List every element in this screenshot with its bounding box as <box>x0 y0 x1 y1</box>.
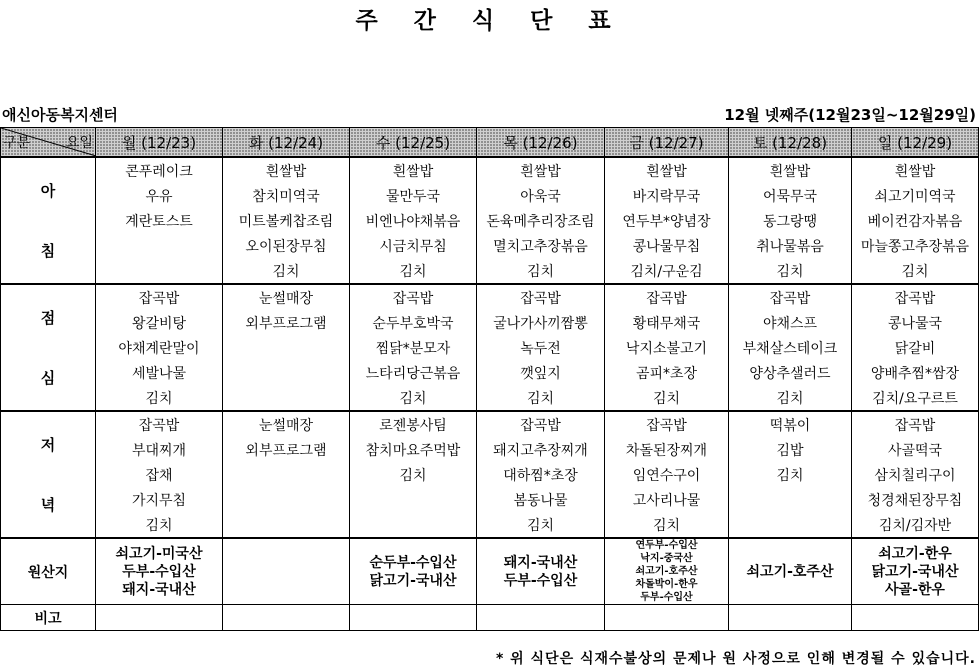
menu-item-cell: 야채계란말이 <box>96 335 223 360</box>
menu-row <box>1 437 979 462</box>
menu-row <box>1 258 979 284</box>
menu-item-cell: 참치미역국 <box>223 183 350 208</box>
origin-line: 두부-수입산 <box>122 563 196 580</box>
menu-item-cell: 김치 <box>223 258 350 284</box>
menu-item-cell <box>223 462 350 487</box>
menu-item-cell: 바지락무국 <box>605 183 729 208</box>
menu-item-cell: 아욱국 <box>477 183 605 208</box>
menu-item-cell: 찜닭*분모자 <box>350 335 477 360</box>
meal-label-top: 아 <box>40 182 56 200</box>
menu-item-cell <box>350 487 477 512</box>
menu-item-cell: 왕갈비탕 <box>96 310 223 335</box>
menu-item-cell: 콩나물무침 <box>605 233 729 258</box>
menu-item-cell <box>223 487 350 512</box>
menu-item-cell <box>223 335 350 360</box>
menu-item-cell: 삼치칠리구이 <box>852 462 979 487</box>
menu-item-cell <box>729 487 852 512</box>
menu-item-cell: 콘푸레이크 <box>96 157 223 183</box>
meal-label-top: 점 <box>40 309 56 327</box>
menu-item-cell: 잡곡밥 <box>605 284 729 310</box>
menu-item-cell: 부채살스테이크 <box>729 335 852 360</box>
origin-cell-sat <box>729 538 852 605</box>
menu-row <box>1 487 979 512</box>
menu-item-cell: 흰쌀밥 <box>223 157 350 183</box>
menu-row <box>1 385 979 411</box>
origin-line: 연두부-수입산 <box>635 540 698 551</box>
menu-item-cell: 양배추찜*쌈장 <box>852 360 979 385</box>
menu-item-cell: 물만두국 <box>350 183 477 208</box>
origin-cell-sun <box>852 538 979 605</box>
menu-item-cell: 김치 <box>729 462 852 487</box>
menu-item-cell: 눈썰매장 <box>223 284 350 310</box>
origin-row <box>1 538 979 605</box>
menu-item-cell: 김치 <box>605 385 729 411</box>
menu-item-cell: 쇠고기미역국 <box>852 183 979 208</box>
menu-row <box>1 462 979 487</box>
menu-row <box>1 284 979 310</box>
origin-cell-tue <box>223 538 350 605</box>
origin-line: 사골-한우 <box>885 581 945 598</box>
menu-item-cell: 흰쌀밥 <box>605 157 729 183</box>
note-cell <box>477 605 605 631</box>
menu-item-cell: 대하찜*초장 <box>477 462 605 487</box>
menu-item-cell <box>223 360 350 385</box>
menu-item-cell: 외부프로그램 <box>223 437 350 462</box>
origin-line: 쇠고기-한우 <box>878 545 952 562</box>
meal-label-bottom: 심 <box>40 369 56 387</box>
menu-item-cell: 김치/구운김 <box>605 258 729 284</box>
menu-item-cell: 김치 <box>350 462 477 487</box>
menu-item-cell: 청경채된장무침 <box>852 487 979 512</box>
menu-item-cell: 김치 <box>477 258 605 284</box>
menu-item-cell: 김치 <box>350 385 477 411</box>
note-cell <box>852 605 979 631</box>
meal-label-bottom: 녁 <box>40 496 56 514</box>
menu-item-cell: 동그랑땡 <box>729 208 852 233</box>
meal-label-top: 저 <box>40 436 56 454</box>
menu-item-cell: 미트볼케찹조림 <box>223 208 350 233</box>
note-cell <box>223 605 350 631</box>
menu-item-cell: 잡채 <box>96 462 223 487</box>
meal-label-bottom: 침 <box>40 242 56 260</box>
day-header-sat: 토 (12/28) <box>729 128 852 158</box>
origin-line: 낙지-중국산 <box>640 553 693 564</box>
origin-cell-mon <box>96 538 223 605</box>
menu-item-cell: 비엔나야채볶음 <box>350 208 477 233</box>
menu-item-cell: 봄동나물 <box>477 487 605 512</box>
note-cell <box>350 605 477 631</box>
menu-item-cell: 눈썰매장 <box>223 411 350 437</box>
menu-item-cell <box>223 385 350 411</box>
menu-item-cell: 잡곡밥 <box>729 284 852 310</box>
menu-item-cell: 야채스프 <box>729 310 852 335</box>
note-cell <box>96 605 223 631</box>
menu-item-cell: 임연수구이 <box>605 462 729 487</box>
menu-item-cell: 돼지고추장찌개 <box>477 437 605 462</box>
note-row <box>1 605 979 631</box>
menu-row <box>1 233 979 258</box>
menu-item-cell: 김치 <box>477 385 605 411</box>
menu-item-cell: 김치 <box>852 258 979 284</box>
day-header-thu: 목 (12/26) <box>477 128 605 158</box>
menu-row <box>1 411 979 437</box>
organization-name: 애신아동복지센터 <box>2 106 118 124</box>
menu-item-cell: 계란토스트 <box>96 208 223 233</box>
menu-item-cell: 김치 <box>605 512 729 538</box>
menu-item-cell: 김치 <box>729 385 852 411</box>
menu-item-cell: 황태무채국 <box>605 310 729 335</box>
menu-item-cell: 오이된장무침 <box>223 233 350 258</box>
menu-item-cell: 어묵무국 <box>729 183 852 208</box>
menu-item-cell: 잡곡밥 <box>605 411 729 437</box>
menu-item-cell: 잡곡밥 <box>477 284 605 310</box>
menu-item-cell: 시금치무침 <box>350 233 477 258</box>
day-header-sun: 일 (12/29) <box>852 128 979 158</box>
week-period: 12월 넷째주(12월23일~12월29일) <box>724 106 976 124</box>
gubun-label: 구분 <box>3 135 31 151</box>
origin-line: 닭고기-국내산 <box>871 563 959 580</box>
header-corner-cell <box>1 128 96 158</box>
origin-label: 원산지 <box>1 538 96 605</box>
menu-item-cell <box>223 512 350 538</box>
note-label: 비고 <box>1 605 96 631</box>
menu-item-cell: 잡곡밥 <box>96 284 223 310</box>
header-row <box>1 128 979 158</box>
origin-cell-thu <box>477 538 605 605</box>
menu-item-cell: 낙지소불고기 <box>605 335 729 360</box>
day-header-mon: 월 (12/23) <box>96 128 223 158</box>
meal-body <box>1 157 979 538</box>
menu-item-cell: 느타리당근볶음 <box>350 360 477 385</box>
menu-item-cell: 잡곡밥 <box>477 411 605 437</box>
menu-item-cell: 깻잎지 <box>477 360 605 385</box>
menu-item-cell: 가지무침 <box>96 487 223 512</box>
origin-line: 순두부-수입산 <box>369 554 457 571</box>
menu-item-cell: 잡곡밥 <box>852 411 979 437</box>
menu-item-cell: 굴나가사끼짬뽕 <box>477 310 605 335</box>
menu-item-cell: 김치 <box>96 512 223 538</box>
menu-item-cell: 외부프로그램 <box>223 310 350 335</box>
menu-item-cell <box>96 233 223 258</box>
menu-item-cell <box>96 258 223 284</box>
note-cell <box>729 605 852 631</box>
menu-item-cell: 김치 <box>729 258 852 284</box>
menu-item-cell: 김치 <box>96 385 223 411</box>
menu-item-cell: 순두부호박국 <box>350 310 477 335</box>
menu-item-cell: 멸치고추장볶음 <box>477 233 605 258</box>
menu-item-cell: 녹두전 <box>477 335 605 360</box>
menu-row <box>1 183 979 208</box>
origin-line: 차돌박이-한우 <box>635 579 698 590</box>
menu-item-cell: 사골떡국 <box>852 437 979 462</box>
origin-cell-fri <box>605 538 729 605</box>
menu-item-cell: 김치 <box>477 512 605 538</box>
origin-line: 두부-수입산 <box>640 592 693 603</box>
menu-item-cell: 흰쌀밥 <box>729 157 852 183</box>
menu-row <box>1 512 979 538</box>
origin-line: 쇠고기-호주산 <box>635 566 698 577</box>
menu-item-cell: 김치 <box>350 258 477 284</box>
menu-item-cell: 잡곡밥 <box>96 411 223 437</box>
menu-item-cell: 차돌된장찌개 <box>605 437 729 462</box>
meal-label-lunch <box>1 284 96 411</box>
day-header-fri: 금 (12/27) <box>605 128 729 158</box>
menu-row <box>1 310 979 335</box>
weekly-menu-table <box>0 127 979 631</box>
menu-item-cell: 흰쌀밥 <box>852 157 979 183</box>
menu-item-cell: 잡곡밥 <box>350 284 477 310</box>
menu-item-cell: 고사리나물 <box>605 487 729 512</box>
menu-item-cell: 잡곡밥 <box>852 284 979 310</box>
meal-label-breakfast <box>1 157 96 284</box>
menu-row <box>1 335 979 360</box>
footnote: * 위 식단은 식재수불상의 문제나 원 사정으로 인해 변경될 수 있습니다. <box>495 651 976 667</box>
menu-item-cell: 콩나물국 <box>852 310 979 335</box>
origin-line: 닭고기-국내산 <box>369 572 457 589</box>
menu-item-cell: 김치/김자반 <box>852 512 979 538</box>
day-header-wed: 수 (12/25) <box>350 128 477 158</box>
day-header-tue: 화 (12/24) <box>223 128 350 158</box>
origin-line: 쇠고기-호주산 <box>746 563 834 580</box>
menu-item-cell: 부대찌개 <box>96 437 223 462</box>
menu-item-cell: 마늘쫑고추장볶음 <box>852 233 979 258</box>
meal-label-dinner <box>1 411 96 538</box>
menu-item-cell: 우유 <box>96 183 223 208</box>
yoil-label: 요일 <box>65 135 93 151</box>
menu-item-cell: 김치/요구르트 <box>852 385 979 411</box>
menu-item-cell: 흰쌀밥 <box>350 157 477 183</box>
menu-item-cell: 베이컨감자볶음 <box>852 208 979 233</box>
menu-item-cell: 로젠봉사팀 <box>350 411 477 437</box>
menu-item-cell <box>350 512 477 538</box>
menu-row <box>1 360 979 385</box>
origin-line: 돼지-국내산 <box>503 554 578 571</box>
origin-line: 돼지-국내산 <box>122 581 196 598</box>
menu-item-cell: 떡볶이 <box>729 411 852 437</box>
menu-row <box>1 157 979 183</box>
note-cell <box>605 605 729 631</box>
menu-row <box>1 208 979 233</box>
menu-item-cell <box>729 512 852 538</box>
origin-line: 쇠고기-미국산 <box>115 545 203 562</box>
menu-item-cell: 김밥 <box>729 437 852 462</box>
page-title: 주 간 식 단 표 <box>355 8 625 34</box>
menu-item-cell: 돈육메추리장조림 <box>477 208 605 233</box>
menu-item-cell: 흰쌀밥 <box>477 157 605 183</box>
menu-item-cell: 곰피*초장 <box>605 360 729 385</box>
origin-line: 두부-수입산 <box>503 572 578 589</box>
menu-item-cell: 닭갈비 <box>852 335 979 360</box>
menu-item-cell: 양상추샐러드 <box>729 360 852 385</box>
menu-item-cell: 세발나물 <box>96 360 223 385</box>
menu-item-cell: 참치마요주먹밥 <box>350 437 477 462</box>
origin-cell-wed <box>350 538 477 605</box>
menu-item-cell: 취나물볶음 <box>729 233 852 258</box>
menu-item-cell: 연두부*양념장 <box>605 208 729 233</box>
